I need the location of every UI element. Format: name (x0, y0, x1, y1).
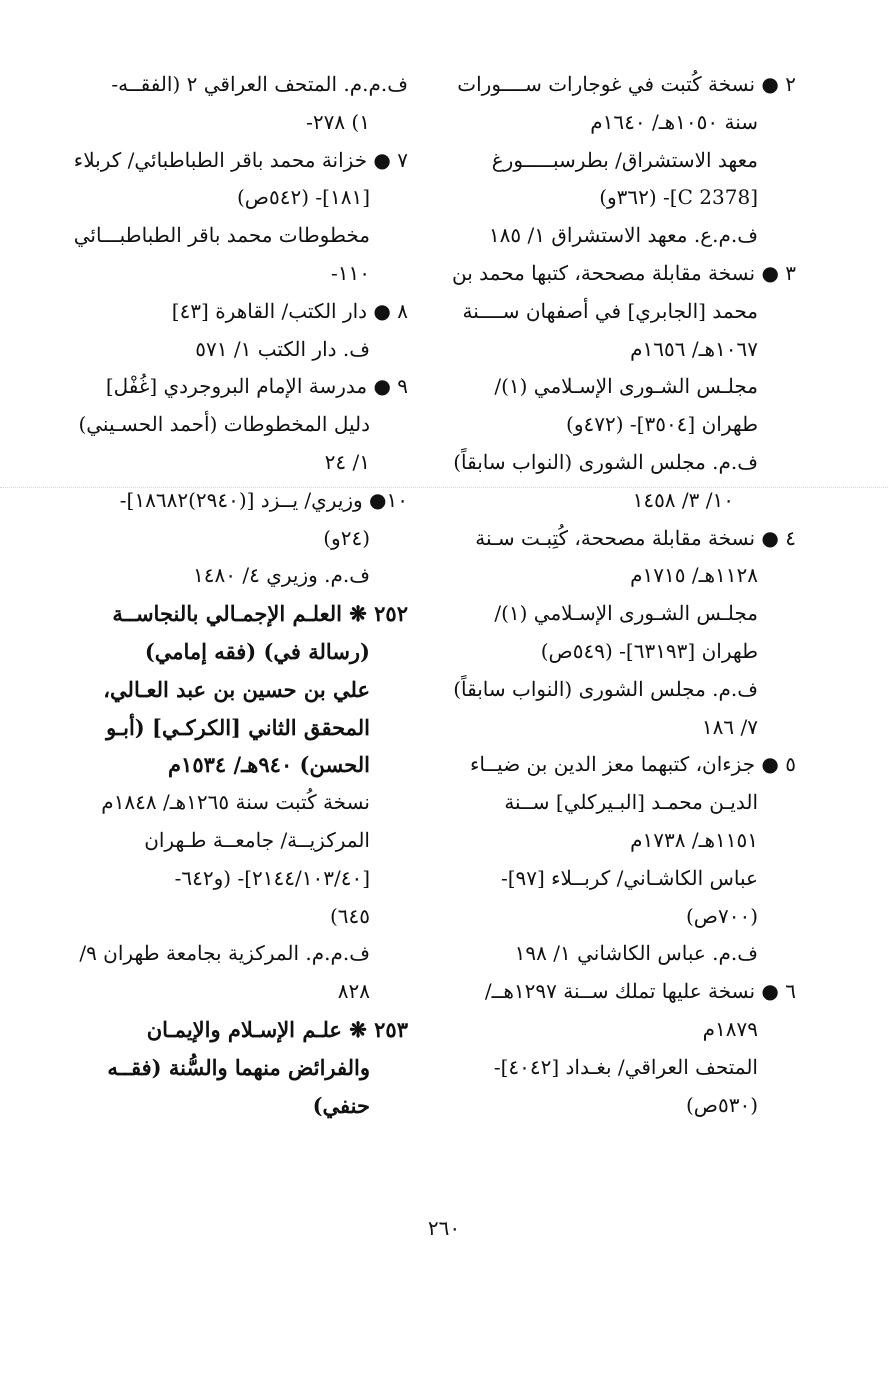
text-line: ١١٢٨هـ/ ١٧١٥م (630, 563, 758, 588)
text-line: ف. دار الكتب ١/ ٥٧١ (195, 336, 370, 361)
text-line: ٦٤٥) (329, 903, 370, 928)
entry-heading: علي بن حسين بن عبد العـالي، (103, 676, 370, 702)
text-line: مجلـس الشـورى الإسـلامي (١)/ (494, 601, 758, 626)
text-line: المتحف العراقي/ بغـداد [٤٠٤٢]- (493, 1054, 758, 1079)
text-line: ٣ ● نسخة مقابلة مصححة، كتبها محمد بن (451, 260, 796, 285)
right-column (444, 66, 796, 1124)
text-line: (٧٠٠ص) (685, 903, 758, 928)
text-line: ٩ ● مدرسة الإمام البروجردي [غُفْل] (105, 374, 408, 399)
text-line: ٧/ ١٨٦ (701, 714, 758, 739)
text-line: ف.م.ع. معهد الاستشراق ١/ ١٨٥ (488, 223, 758, 248)
text-line: (٥٣٠ص) (685, 1092, 758, 1117)
text-line: مخطوطات محمد باقر الطباطبـــائي (73, 223, 370, 248)
left-column (56, 66, 408, 1124)
text-line: ١٠● وزيري/ يــزد [(٢٩٤٠)١٨٦٨٢]- (119, 487, 408, 512)
text-line: ف.م. مجلس الشورى (النواب سابقاً) (453, 676, 758, 701)
text-line: محمد [الجابري] في أصفهان ســــنة (462, 298, 758, 323)
text-line: ١١٥١هـ/ ١٧٣٨م (630, 827, 758, 852)
text-line: ف.م.م. المتحف العراقي ٢ (الفقــه- (111, 72, 408, 96)
text-line: ٥ ● جزءان، كتبهما معز الدين بن ضيــاء (469, 752, 796, 777)
text-line: المركزيــة/ جامعــة طـهران (144, 827, 370, 852)
entry-heading: الحسن) ٩٤٠هـ/ ١٥٣٤م (168, 752, 370, 778)
text-line: [٢١٤٤/١٠٣/٤٠]- (و٦٤٢- (174, 865, 370, 890)
entry-heading: حنفي) (312, 1092, 370, 1118)
entry-heading: ٢٥٣ ❋ علـم الإسـلام والإيمـان (146, 1016, 408, 1042)
entry-heading: والفرائض منهما والسُّنة (فقــه (107, 1054, 370, 1080)
page-number: ٢٦٠ (427, 1216, 461, 1240)
text-line: ١/ ٢٤ (324, 449, 370, 474)
text-line: ١١٠- (331, 260, 370, 285)
text-line: عباس الكاشـاني/ كربــلاء [٩٧]- (500, 865, 758, 890)
text-line: [C 2378]- (٣٦٢و) (599, 185, 758, 210)
text-line: ٨٢٨ (337, 979, 370, 1004)
text-line: ١٨٧٩م (702, 1016, 758, 1041)
text-line: طهران [٣٥٠٤]- (٤٧٢و) (566, 412, 758, 437)
entry-heading: ٢٥٢ ❋ العلـم الإجمـالي بالنجاســة (112, 601, 408, 627)
text-line: ٤ ● نسخة مقابلة مصححة، كُتِبـت سـنة (475, 525, 796, 550)
text-line: ٧ ● خزانة محمد باقر الطباطبائي/ كربلاء (73, 147, 408, 172)
text-line: ١٠/ ٣/ ١٤٥٨ (632, 487, 734, 512)
text-line: (٢٤و) (323, 525, 370, 550)
text-line: نسخة كُتبت سنة ١٢٦٥هـ/ ١٨٤٨م (101, 790, 370, 815)
text-line: الديـن محمـد [البـيركلي] ســنة (504, 790, 758, 815)
text-line: [١٨١]- (٥٤٢ص) (237, 185, 370, 210)
text-line: ف.م. وزيري ٤/ ١٤٨٠ (193, 563, 370, 588)
text-line: ٦ ● نسخة عليها تملك ســنة ١٢٩٧هــ/ (484, 979, 796, 1004)
text-line: ٨ ● دار الكتب/ القاهرة [٤٣] (171, 298, 408, 323)
text-line: مجلـس الشـورى الإسـلامي (١)/ (494, 374, 758, 399)
text-line: ١) ٢٧٨- (306, 109, 370, 134)
text-line: طهران [٦٣١٩٣]- (٥٤٩ص) (540, 638, 758, 663)
text-line: دليل المخطوطات (أحمد الحسـيني) (78, 412, 370, 437)
text-line: سنة ١٠٥٠هـ/ ١٦٤٠م (590, 109, 758, 134)
text-line: معهد الاستشراق/ بطرسبـــــورغ (491, 147, 758, 172)
text-line: ٢ ● نسخة كُتبت في غوجارات ســــورات (457, 72, 796, 96)
entry-heading: المحقق الثاني [الكركـي] (أبـو (106, 714, 370, 740)
text-line: ف.م. عباس الكاشاني ١/ ١٩٨ (514, 941, 758, 966)
text-line: ف.م. مجلس الشورى (النواب سابقاً) (453, 449, 758, 474)
text-line: ف.م.م. المركزية بجامعة طهران ٩/ (79, 941, 370, 966)
entry-heading: (رسالة في) (فقه إمامي) (144, 638, 370, 664)
text-line: ١٠٦٧هـ/ ١٦٥٦م (630, 336, 758, 361)
